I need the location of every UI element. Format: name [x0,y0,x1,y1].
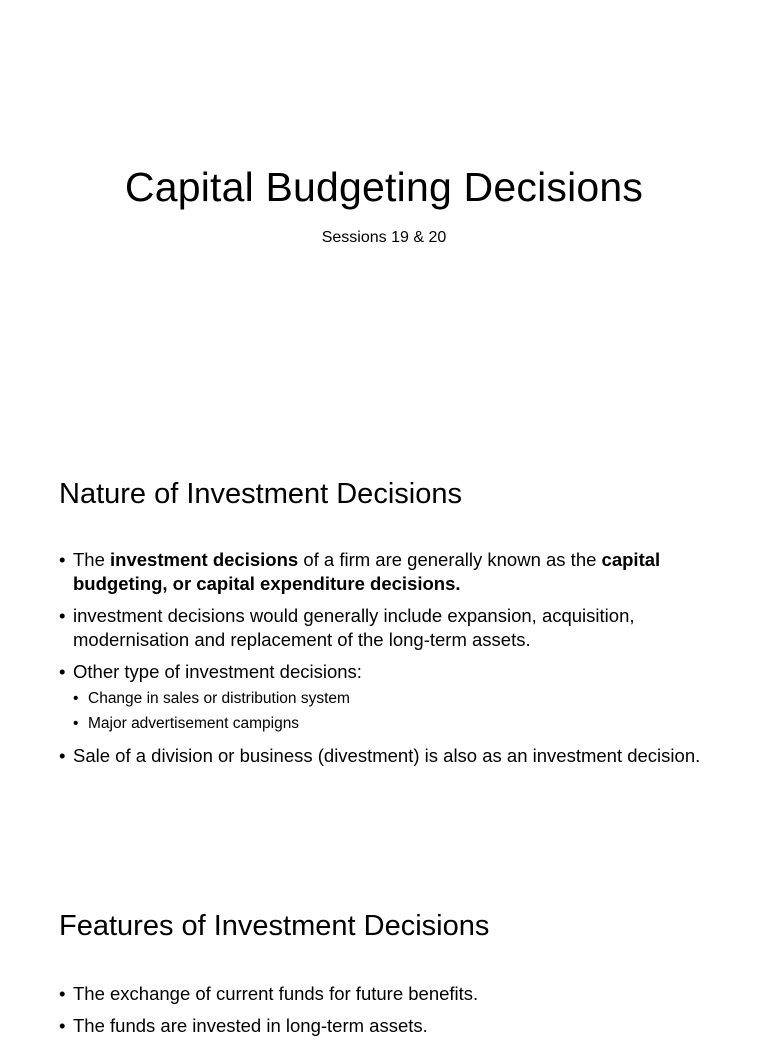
nature-bullet-3 [59,660,719,736]
nature-bullet-list [59,548,719,776]
bullet-text: The exchange of current funds for future benefits. [73,983,479,1004]
sub-bullet-text: Change in sales or distribution system [88,690,350,707]
sub-bullet-item [73,711,719,736]
sub-bullet-list [73,686,719,736]
nature-bullet-1 [59,548,719,596]
bullet-text: investment decisions would generally include expansion, acquisition, modernisation and replacement of the long-term assets. [73,605,635,650]
features-bullet-list [59,982,719,1046]
bullet-dot-icon: • [59,1015,66,1036]
bold-term: capital budgeting, or capital expenditure decisions. [73,549,661,594]
bold-term: investment decisions [110,549,299,570]
bullet-dot-icon: • [73,715,79,732]
bullet-text: The investment decisions of a firm are generally known as the capital budgeting, or capital expenditure decisions. [73,549,661,594]
features-heading: Features of Investment Decisions [59,910,490,942]
features-bullet-2 [59,1014,719,1038]
bullet-dot-icon: • [59,745,66,766]
bullet-text: Other type of investment decisions: [73,661,362,682]
presentation-subtitle: Sessions 19 & 20 [321,229,447,246]
bullet-dot-icon: • [59,605,66,626]
bullet-dot-icon: • [73,690,79,707]
nature-bullet-4 [59,744,719,768]
nature-heading: Nature of Investment Decisions [59,478,462,510]
bullet-text: The funds are invested in long-term assets. [73,1015,428,1036]
sub-bullet-item [73,686,719,711]
features-bullet-1 [59,982,719,1006]
title-slide [0,0,768,432]
nature-bullet-2 [59,604,719,652]
bullet-dot-icon: • [59,661,66,682]
nature-slide [0,432,768,864]
presentation-title: Capital Budgeting Decisions [124,164,644,210]
sub-bullet-text: Major advertisement campigns [88,715,300,732]
features-slide [0,864,768,1036]
bullet-dot-icon: • [59,549,66,570]
bullet-dot-icon: • [59,983,66,1004]
bullet-text: Sale of a division or business (divestment) is also as an investment decision. [73,745,701,766]
